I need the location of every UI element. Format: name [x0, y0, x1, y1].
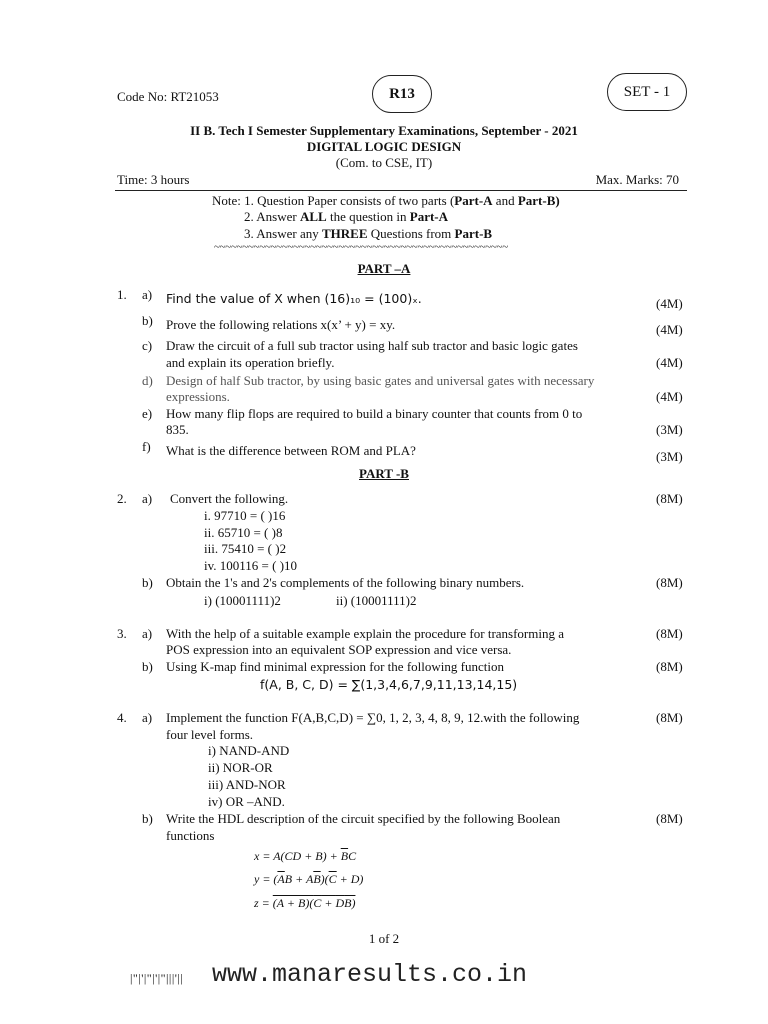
note-3: 3. Answer any THREE Questions from Part-B	[244, 226, 493, 241]
q4a-item-1: i) NAND-AND	[208, 743, 290, 758]
boolean-equation-x: $x = A(CD + B) + \overline{B}C$	[254, 849, 357, 863]
regulation-badge	[372, 75, 432, 113]
subject-title: DIGITAL LOGIC DESIGN	[306, 139, 462, 154]
q1e-text: How many flip flops are required to build a binary counter that counts from 0 to	[166, 406, 583, 421]
branches: (Com. to CSE, IT)	[335, 155, 433, 170]
q2a-item-1: i. 97710 = ( )16	[204, 508, 286, 523]
q4b-marks: (8M)	[656, 811, 683, 826]
q1c-label: c)	[142, 338, 153, 353]
q1c-marks: (4M)	[656, 355, 683, 370]
boolean-equation-z: z = (A + B)(C + DB)	[254, 896, 356, 910]
q1f-text: What is the difference between ROM and PLA?	[166, 443, 416, 458]
q4a-marks: (8M)	[656, 710, 683, 725]
q1a-marks: (4M)	[656, 296, 683, 311]
website-watermark: www.manaresults.co.in	[212, 960, 528, 989]
note-2: 2. Answer ALL the question in Part-A	[244, 209, 449, 224]
q2b-label: b)	[142, 575, 153, 590]
note-1: Note: 1. Question Paper consists of two parts (Part-A and Part-B)	[212, 193, 560, 208]
q3b-function: f(A, B, C, D) = ∑(1,3,4,6,7,9,11,13,14,15)	[260, 677, 518, 692]
time-duration: Time: 3 hours	[117, 172, 190, 187]
q3a-text: With the help of a suitable example explain the procedure for transforming a	[166, 626, 564, 641]
q2a-item-3: iii. 75410 = ( )2	[204, 541, 287, 556]
q3a-text-cont: POS expression into an equivalent SOP expression and vice versa.	[166, 642, 512, 657]
q4a-item-3: iii) AND-NOR	[208, 777, 286, 792]
q4a-text-cont: four level forms.	[166, 727, 254, 742]
header-rule	[115, 190, 687, 191]
q2a-item-2: ii. 65710 = ( )8	[204, 525, 283, 540]
max-marks: Max. Marks: 70	[595, 172, 679, 187]
q3b-label: b)	[142, 659, 153, 674]
q1e-marks: (3M)	[656, 422, 683, 437]
q1a-label: a)	[142, 287, 153, 302]
q2a-label: a)	[142, 491, 153, 506]
q1e-text-cont: 835.	[166, 422, 189, 437]
question-3-number: 3.	[117, 626, 127, 641]
q1c-text-cont: and explain its operation briefly.	[166, 355, 335, 370]
q1b-text: Prove the following relations x(x’ + y) = xy.	[166, 317, 396, 332]
q3b-marks: (8M)	[656, 659, 683, 674]
q3a-marks: (8M)	[656, 626, 683, 641]
q3b-text: Using K-map find minimal expression for the following function	[166, 659, 504, 674]
part-a-heading: PART –A	[357, 261, 411, 276]
barcode: |"|'|"|'|"|||'||	[130, 971, 184, 985]
regulation-label: R13	[389, 85, 415, 102]
q4a-item-2: ii) NOR-OR	[208, 760, 273, 775]
q3a-label: a)	[142, 626, 153, 641]
q1c-text: Draw the circuit of a full sub tractor using half sub tractor and basic logic gates	[166, 338, 578, 353]
q1d-text-cont: expressions.	[166, 389, 230, 404]
q1f-marks: (3M)	[656, 449, 683, 464]
q2b-item-1: i) (10001111)2	[204, 593, 281, 608]
q1e-label: e)	[142, 406, 153, 421]
exam-title: II B. Tech I Semester Supplementary Examinations, September - 2021	[190, 123, 578, 138]
set-badge	[607, 73, 687, 111]
q2a-marks: (8M)	[656, 491, 683, 506]
q4a-text: Implement the function F(A,B,C,D) = ∑0, 1, 2, 3, 4, 8, 9, 12.with the following	[166, 710, 580, 725]
q4b-label: b)	[142, 811, 153, 826]
tilde-divider: ~~~~~~~~~~~~~~~~~~~~~~~~~~~~~~~~~~~~~~~~~~~~~~~~~~~~	[214, 241, 508, 253]
q2b-text: Obtain the 1's and 2's complements of the following binary numbers.	[166, 575, 525, 590]
question-1-number: 1.	[117, 287, 127, 302]
question-4-number: 4.	[117, 710, 127, 725]
q4a-label: a)	[142, 710, 153, 725]
q1f-label: f)	[142, 439, 151, 454]
q1b-marks: (4M)	[656, 322, 683, 337]
page-number: 1 of 2	[368, 931, 400, 946]
q2a-text: Convert the following.	[170, 491, 289, 506]
part-b-heading: PART -B	[359, 466, 409, 481]
set-label: SET - 1	[623, 83, 671, 100]
q4b-text-cont: functions	[166, 828, 215, 843]
q2b-item-2: ii) (10001111)2	[336, 593, 417, 608]
q1a-text: Find the value of X when (16)₁₀ = (100)ₓ.	[166, 291, 422, 306]
boolean-equation-y: $y = (\overline{A}B + A\overline{B})(\overline{C} + D)$	[254, 872, 364, 886]
q2a-item-4: iv. 100116 = ( )10	[204, 558, 298, 573]
question-2-number: 2.	[117, 491, 127, 506]
q1d-text: Design of half Sub tractor, by using basic gates and universal gates with necessary	[166, 373, 595, 388]
code-number: Code No: RT21053	[117, 89, 219, 104]
q1b-label: b)	[142, 313, 153, 328]
q2b-marks: (8M)	[656, 575, 683, 590]
q1d-label: d)	[142, 373, 153, 388]
q4b-text: Write the HDL description of the circuit specified by the following Boolean	[166, 811, 561, 826]
q1d-marks: (4M)	[656, 389, 683, 404]
q4a-item-4: iv) OR –AND.	[208, 794, 285, 809]
